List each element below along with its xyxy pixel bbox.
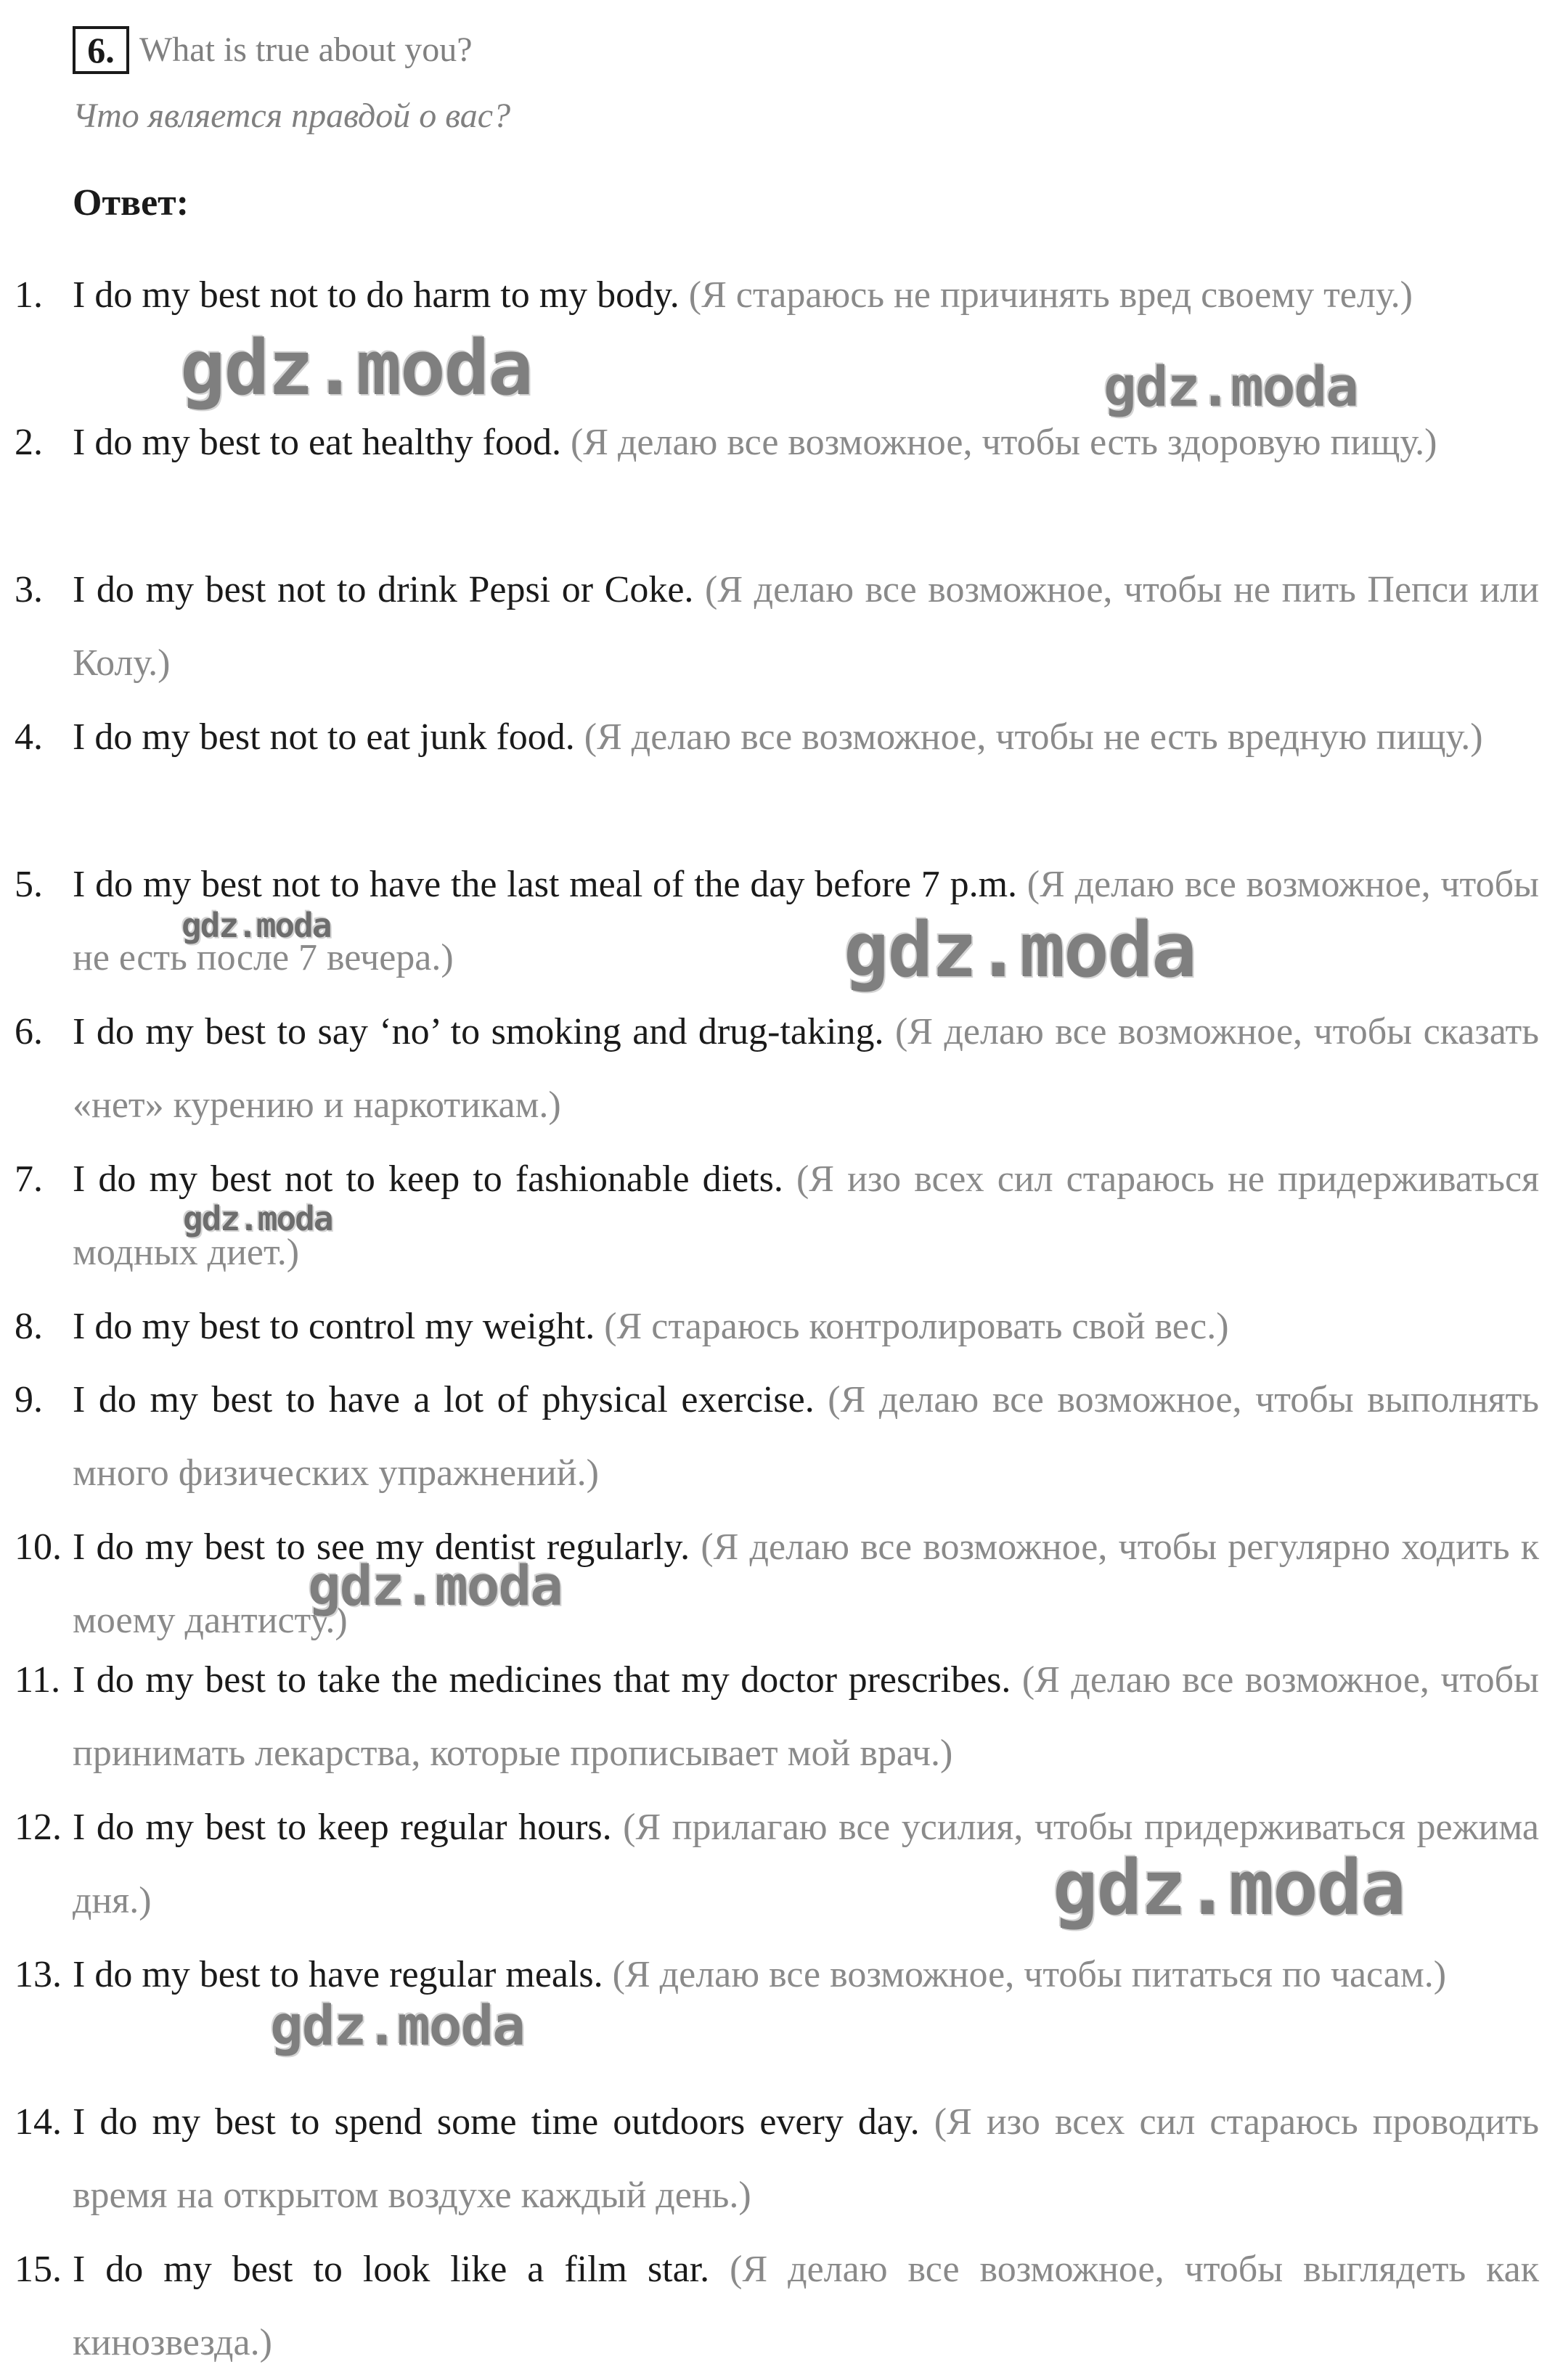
item-number: 1.	[15, 274, 43, 316]
task-translation: Что является правдой о вас?	[73, 97, 511, 135]
item-translation: (Я делаю все возможное, чтобы не есть вредную пищу.)	[584, 716, 1483, 758]
item-translation: (Я делаю все возможное, чтобы регулярно ходить к моему дантисту.)	[73, 1526, 1539, 1641]
answer-label: Ответ:	[73, 182, 189, 224]
item-translation: (Я делаю все возможное, чтобы сказать «нет» курению и наркотикам.)	[73, 1011, 1539, 1126]
item-english: I do my best to see my dentist regularly.	[73, 1526, 690, 1568]
task-number-box: 6.	[73, 26, 129, 74]
item-translation: (Я делаю все возможное, чтобы выполнять много физических упражнений.)	[73, 1379, 1540, 1494]
item-number: 2.	[15, 422, 43, 463]
watermark: gdz.moda	[844, 906, 1196, 994]
item-english: I do my best to have regular meals.	[73, 1954, 603, 1995]
item-translation: (Я делаю все возможное, чтобы есть здоровую пищу.)	[570, 422, 1437, 463]
watermark: gdz.moda	[183, 1199, 332, 1238]
list-item	[15, 1290, 1539, 1363]
item-english: I do my best not to drink Pepsi or Coke.	[73, 569, 694, 610]
watermark: gdz.moda	[181, 906, 331, 945]
item-english: I do my best to spend some time outdoors every day.	[73, 2101, 920, 2143]
item-number: 6.	[15, 1011, 43, 1052]
item-english: I do my best to take the medicines that my doctor prescribes.	[73, 1659, 1011, 1701]
list-item	[15, 1363, 1540, 1510]
list-item	[15, 1643, 1539, 1790]
item-english: I do my best not to have the last meal of the day before 7 p.m.	[73, 864, 1018, 905]
item-number: 13.	[15, 1954, 62, 1995]
list-item	[15, 700, 1539, 774]
list-item	[15, 553, 1539, 700]
item-translation: (Я делаю все возможное, чтобы принимать лекарства, которые прописывает мой врач.)	[73, 1659, 1539, 1774]
item-translation: (Я изо всех сил стараюсь не придерживаться модных диет.)	[73, 1158, 1540, 1273]
item-number: 4.	[15, 716, 43, 758]
item-number: 8.	[15, 1306, 43, 1347]
list-item	[15, 2233, 1540, 2379]
item-english: I do my best not to eat junk food.	[73, 716, 575, 758]
watermark: gdz.moda	[1053, 1844, 1405, 1932]
item-english: I do my best to look like a film star.	[73, 2249, 710, 2290]
list-item	[15, 995, 1539, 1142]
item-translation: (Я стараюсь контролировать свой вес.)	[604, 1306, 1229, 1347]
item-translation: (Я делаю все возможное, чтобы не есть после 7 вечера.)	[73, 864, 1539, 978]
item-english: I do my best not to keep to fashionable diets.	[73, 1158, 783, 1200]
list-item	[15, 2085, 1540, 2232]
item-translation: (Я делаю все возможное, чтобы питаться по часам.)	[612, 1954, 1447, 1995]
item-number: 14.	[15, 2101, 62, 2143]
item-translation: (Я прилагаю все усилия, чтобы придерживаться режима дня.)	[73, 1807, 1539, 1921]
item-number: 9.	[15, 1379, 43, 1420]
item-translation: (Я делаю все возможное, чтобы выглядеть как кинозвезда.)	[73, 2249, 1540, 2363]
item-translation: (Я стараюсь не причинять вред своему телу.)	[688, 274, 1413, 316]
item-number: 15.	[15, 2249, 62, 2290]
item-number: 3.	[15, 569, 43, 610]
item-number: 11.	[15, 1659, 61, 1701]
list-item	[15, 1510, 1539, 1657]
item-english: I do my best to keep regular hours.	[73, 1807, 612, 1848]
item-number: 5.	[15, 864, 43, 905]
item-english: I do my best to have a lot of physical exercise.	[73, 1379, 815, 1420]
watermark: gdz.moda	[308, 1553, 563, 1618]
item-translation: (Я делаю все возможное, чтобы не пить Пепси или Колу.)	[73, 569, 1539, 684]
task-question: What is true about you?	[139, 30, 473, 69]
item-number: 10.	[15, 1526, 62, 1568]
item-english: I do my best to say ‘no’ to smoking and drug-taking.	[73, 1011, 884, 1052]
watermark: gdz.moda	[180, 324, 532, 412]
item-english: I do my best to eat healthy food.	[73, 422, 561, 463]
item-translation: (Я изо всех сил стараюсь проводить время на открытом воздухе каждый день.)	[73, 2101, 1540, 2216]
watermark: gdz.moda	[1103, 354, 1358, 419]
item-english: I do my best to control my weight.	[73, 1306, 595, 1347]
item-number: 12.	[15, 1807, 62, 1848]
watermark: gdz.moda	[270, 1993, 525, 2058]
list-item	[15, 258, 1539, 332]
item-english: I do my best not to do harm to my body.	[73, 274, 680, 316]
item-number: 7.	[15, 1158, 43, 1200]
